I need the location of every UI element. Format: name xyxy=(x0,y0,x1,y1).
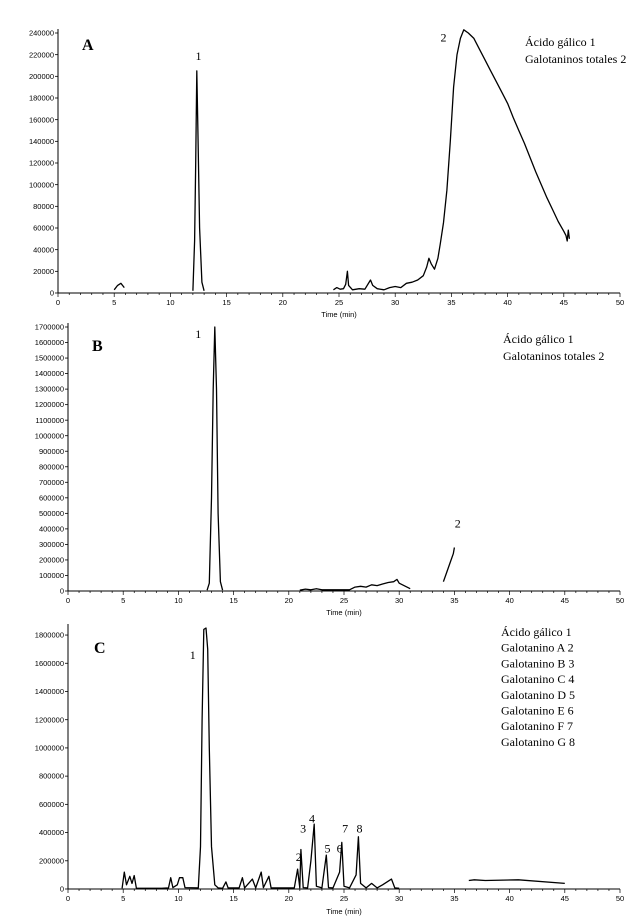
x-tick-label: 30 xyxy=(395,894,404,903)
panel-letter-c: C xyxy=(94,640,106,657)
x-tick-label: 15 xyxy=(222,298,231,307)
x-tick-label: 45 xyxy=(560,894,569,903)
legend-entry: Galotanino E 6 xyxy=(501,703,574,718)
trace-segment xyxy=(122,628,399,888)
peak-label-2: 2 xyxy=(454,516,461,531)
y-tick-label: 0 xyxy=(49,288,54,298)
legend-entry: Galotanino C 4 xyxy=(501,672,575,687)
x-axis-title: Time (min) xyxy=(326,907,362,916)
y-tick-label: 200000 xyxy=(38,555,64,565)
y-tick-label: 1000000 xyxy=(34,431,64,441)
y-tick-label: 20000 xyxy=(33,266,54,276)
trace-segment xyxy=(443,548,454,582)
x-tick-label: 45 xyxy=(559,298,568,307)
x-tick-label: 40 xyxy=(503,298,512,307)
y-tick-label: 140000 xyxy=(28,136,54,146)
y-tick-label: 1200000 xyxy=(34,715,64,725)
x-tick-label: 45 xyxy=(560,596,569,605)
legend-entry: Galotanino D 5 xyxy=(501,687,575,702)
peak-label-7: 7 xyxy=(342,821,349,836)
y-tick-label: 1800000 xyxy=(34,630,64,640)
x-tick-label: 25 xyxy=(339,894,349,903)
y-tick-label: 200000 xyxy=(38,856,64,866)
peak-label-1: 1 xyxy=(195,49,202,64)
y-tick-label: 700000 xyxy=(38,477,64,487)
y-tick-label: 180000 xyxy=(28,93,54,103)
x-tick-label: 0 xyxy=(55,298,61,307)
panel-letter-b: B xyxy=(92,338,103,355)
x-tick-label: 25 xyxy=(334,298,344,307)
y-tick-label: 1400000 xyxy=(34,687,64,697)
legend-entry: Galotaninos totales 2 xyxy=(525,52,627,66)
peak-label-1: 1 xyxy=(189,648,196,663)
x-tick-label: 35 xyxy=(450,894,459,903)
x-tick-label: 0 xyxy=(65,596,71,605)
legend-entry: Ácido gálico 1 xyxy=(503,332,574,346)
legend-entry: Galotanino B 3 xyxy=(501,656,575,671)
peak-label-3: 3 xyxy=(300,821,307,836)
x-tick-label: 5 xyxy=(121,596,126,605)
x-tick-label: 30 xyxy=(391,298,400,307)
x-tick-label: 10 xyxy=(174,596,183,605)
y-tick-label: 600000 xyxy=(38,493,64,503)
y-tick-label: 800000 xyxy=(38,462,64,472)
legend-entry: Ácido gálico 1 xyxy=(525,35,596,49)
y-tick-label: 220000 xyxy=(28,50,54,60)
legend-entry: Galotanino F 7 xyxy=(501,719,573,734)
y-tick-label: 1600000 xyxy=(34,658,64,668)
x-tick-label: 30 xyxy=(395,596,404,605)
y-tick-label: 900000 xyxy=(38,446,64,456)
y-tick-label: 1400000 xyxy=(34,369,64,379)
legend xyxy=(525,35,626,66)
peak-label-1: 1 xyxy=(195,326,202,341)
panel-letter-a: A xyxy=(82,37,94,54)
x-tick-label: 10 xyxy=(166,298,175,307)
y-tick-label: 0 xyxy=(59,586,64,596)
trace-segment xyxy=(114,283,124,290)
y-tick-label: 400000 xyxy=(38,524,64,534)
legend-entry: Galotaninos totales 2 xyxy=(503,349,605,363)
y-tick-label: 500000 xyxy=(38,508,64,518)
y-tick-label: 300000 xyxy=(38,540,64,550)
legend-entry: Galotanino A 2 xyxy=(501,640,574,655)
y-tick-label: 0 xyxy=(59,884,64,894)
y-tick-label: 1500000 xyxy=(34,353,64,363)
peak-label-2: 2 xyxy=(440,30,447,45)
peak-label-6: 6 xyxy=(336,841,343,856)
peak-label-4: 4 xyxy=(308,811,315,826)
x-axis-title: Time (min) xyxy=(326,608,362,617)
y-tick-label: 1600000 xyxy=(34,338,64,348)
x-tick-label: 35 xyxy=(447,298,456,307)
y-tick-label: 160000 xyxy=(28,115,54,125)
x-tick-label: 20 xyxy=(278,298,287,307)
x-tick-label: 35 xyxy=(450,596,459,605)
x-axis-title: Time (min) xyxy=(321,310,357,319)
y-tick-label: 1000000 xyxy=(34,743,64,753)
panel-c xyxy=(35,624,624,916)
panel-b xyxy=(35,323,624,617)
x-tick-label: 5 xyxy=(121,894,126,903)
x-tick-label: 50 xyxy=(615,298,625,307)
trace-segment xyxy=(193,71,204,291)
x-tick-label: 20 xyxy=(284,596,293,605)
legend xyxy=(503,332,604,363)
y-tick-label: 400000 xyxy=(38,828,64,838)
x-tick-label: 5 xyxy=(112,298,117,307)
x-tick-label: 15 xyxy=(229,596,238,605)
x-tick-label: 50 xyxy=(615,596,625,605)
peak-label-2: 2 xyxy=(295,849,302,864)
trace-segment xyxy=(207,327,223,590)
x-tick-label: 40 xyxy=(505,894,514,903)
trace-segment xyxy=(300,579,410,590)
y-tick-label: 1200000 xyxy=(34,400,64,410)
x-tick-label: 25 xyxy=(339,596,349,605)
trace-segment xyxy=(333,30,569,290)
y-tick-label: 1100000 xyxy=(35,415,64,425)
y-tick-label: 120000 xyxy=(28,158,54,168)
y-tick-label: 40000 xyxy=(33,245,54,255)
peak-label-5: 5 xyxy=(324,841,331,856)
x-tick-label: 0 xyxy=(65,894,71,903)
y-tick-label: 1300000 xyxy=(34,384,64,394)
legend-entry: Ácido gálico 1 xyxy=(501,625,572,639)
x-tick-label: 15 xyxy=(229,894,238,903)
peak-label-8: 8 xyxy=(356,821,363,836)
panel-a xyxy=(29,29,626,319)
x-tick-label: 10 xyxy=(174,894,183,903)
y-tick-label: 200000 xyxy=(28,71,54,81)
x-tick-label: 50 xyxy=(615,894,625,903)
legend-entry: Galotanino G 8 xyxy=(501,734,575,749)
y-tick-label: 80000 xyxy=(33,201,54,211)
y-tick-label: 240000 xyxy=(28,28,54,38)
legend xyxy=(501,625,575,749)
x-tick-label: 40 xyxy=(505,596,514,605)
y-tick-label: 1700000 xyxy=(34,322,64,332)
y-tick-label: 100000 xyxy=(28,180,54,190)
y-tick-label: 800000 xyxy=(38,771,64,781)
y-tick-label: 600000 xyxy=(38,799,64,809)
trace-segment xyxy=(469,880,565,884)
y-tick-label: 60000 xyxy=(33,223,54,233)
x-tick-label: 20 xyxy=(284,894,293,903)
y-tick-label: 100000 xyxy=(38,571,64,581)
